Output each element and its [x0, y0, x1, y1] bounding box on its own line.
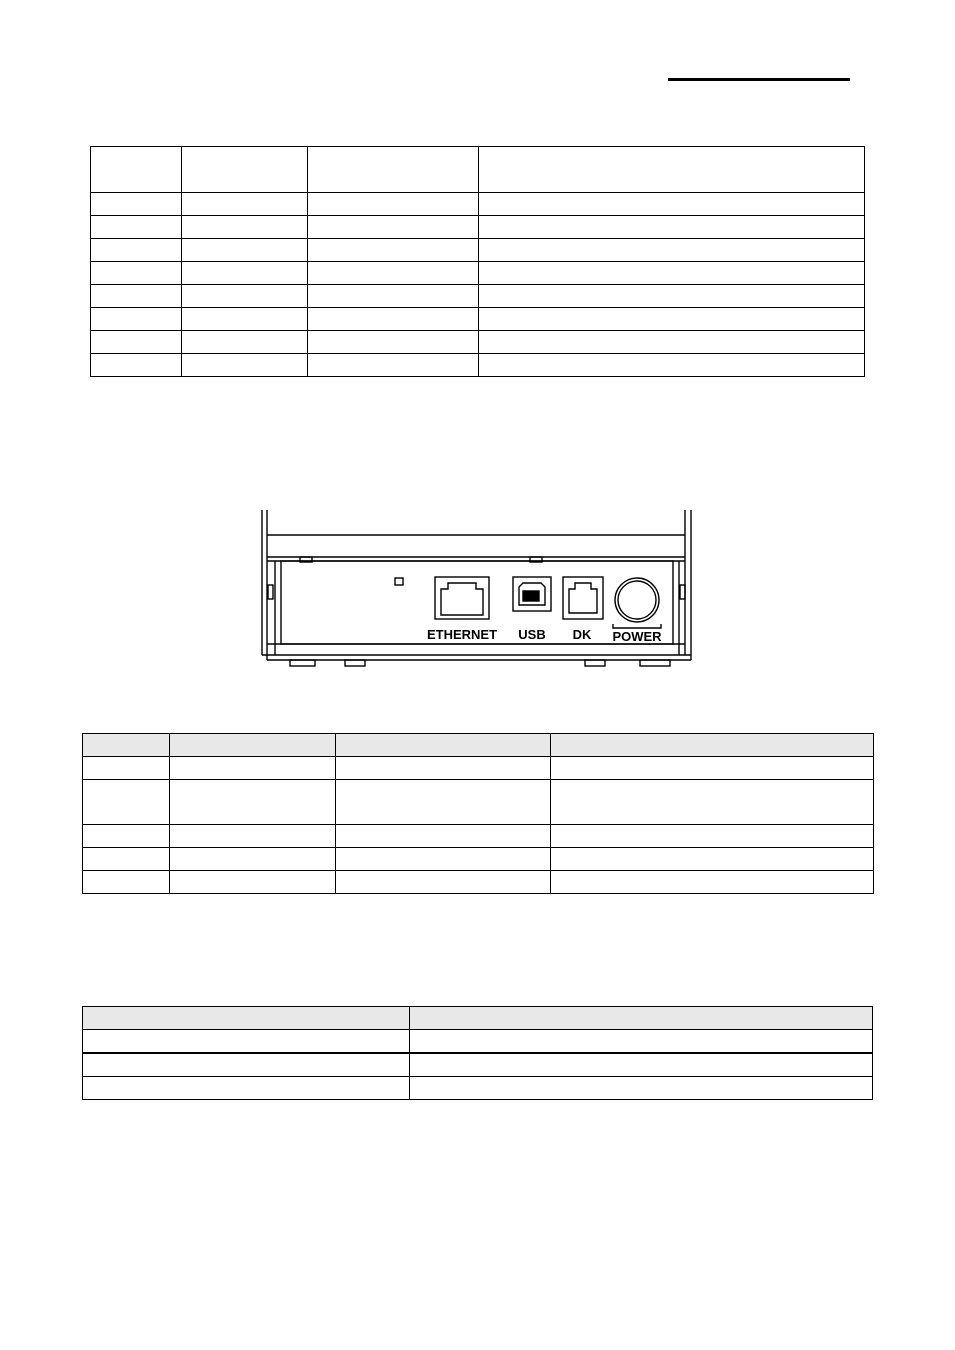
- table-cell: [336, 825, 551, 848]
- table-row: [83, 1030, 873, 1054]
- table-row: [91, 262, 865, 285]
- table-cell: [479, 216, 865, 239]
- table-cell: [336, 780, 551, 825]
- table-cell: [479, 193, 865, 216]
- table-cell: [83, 871, 170, 894]
- rear-panel-diagram: [255, 505, 705, 677]
- table-cell: [91, 193, 182, 216]
- table-cell: [551, 757, 874, 780]
- table-cell: [479, 147, 865, 193]
- table-cell: [83, 848, 170, 871]
- table-cell: [83, 780, 170, 825]
- table-cell: [170, 825, 336, 848]
- table-cell: [182, 216, 308, 239]
- table-cell: [308, 216, 479, 239]
- usb-label: USB: [518, 627, 546, 642]
- table-row: [91, 354, 865, 377]
- table-row: [91, 216, 865, 239]
- table-cell: [170, 871, 336, 894]
- table-cell: [170, 757, 336, 780]
- table-cell: [91, 262, 182, 285]
- table-cell: [336, 734, 551, 757]
- table-cell: [91, 216, 182, 239]
- table-cell: [479, 285, 865, 308]
- table-cell: [551, 780, 874, 825]
- spec-table-3: [82, 1006, 873, 1100]
- table-cell: [551, 734, 874, 757]
- table-cell: [410, 1030, 873, 1054]
- table-row: [83, 1077, 873, 1100]
- table-cell: [83, 1030, 410, 1054]
- table-header-row: [83, 734, 874, 757]
- spec-table-2: [82, 733, 874, 894]
- table-cell: [91, 354, 182, 377]
- table-cell: [479, 239, 865, 262]
- ethernet-label: ETHERNET: [426, 627, 498, 642]
- table-row: [83, 825, 874, 848]
- table-cell: [182, 239, 308, 262]
- table-row: [83, 1053, 873, 1077]
- table-cell: [479, 354, 865, 377]
- table-cell: [308, 262, 479, 285]
- table-row: [83, 848, 874, 871]
- table-cell: [182, 331, 308, 354]
- table-cell: [170, 780, 336, 825]
- table-cell: [182, 147, 308, 193]
- table-cell: [182, 285, 308, 308]
- table-cell: [308, 285, 479, 308]
- table-row: [83, 871, 874, 894]
- table-cell: [83, 1007, 410, 1030]
- table-cell: [91, 239, 182, 262]
- table-cell: [308, 331, 479, 354]
- power-port-icon: [613, 578, 661, 628]
- table-row: [91, 285, 865, 308]
- table-cell: [170, 848, 336, 871]
- table-row: [91, 308, 865, 331]
- table-cell: [479, 331, 865, 354]
- table-row: [91, 193, 865, 216]
- table-cell: [182, 193, 308, 216]
- table-cell: [83, 734, 170, 757]
- table-cell: [479, 308, 865, 331]
- table-cell: [308, 239, 479, 262]
- table-cell: [479, 262, 865, 285]
- table-cell: [308, 354, 479, 377]
- dk-label: DK: [572, 627, 592, 642]
- table-header-row: [83, 1007, 873, 1030]
- table-cell: [83, 1077, 410, 1100]
- table-row: [91, 239, 865, 262]
- table-cell: [410, 1053, 873, 1077]
- table-row: [83, 780, 874, 825]
- table-cell: [182, 308, 308, 331]
- table-cell: [336, 871, 551, 894]
- table-cell: [91, 308, 182, 331]
- dk-port-icon: [563, 577, 603, 619]
- table-row: [91, 331, 865, 354]
- table-cell: [83, 825, 170, 848]
- table-cell: [182, 262, 308, 285]
- power-label: POWER: [612, 629, 662, 644]
- table-cell: [410, 1007, 873, 1030]
- table-cell: [308, 147, 479, 193]
- table-cell: [551, 825, 874, 848]
- table-cell: [91, 285, 182, 308]
- header-rule: [668, 78, 850, 81]
- table-cell: [83, 1053, 410, 1077]
- table-header-row: [91, 147, 865, 193]
- table-cell: [91, 147, 182, 193]
- usb-port-icon: [513, 577, 551, 611]
- ethernet-port-icon: [435, 577, 489, 619]
- table-cell: [551, 871, 874, 894]
- table-row: [83, 757, 874, 780]
- table-cell: [83, 757, 170, 780]
- table-cell: [410, 1077, 873, 1100]
- table-cell: [336, 848, 551, 871]
- table-cell: [336, 757, 551, 780]
- table-cell: [182, 354, 308, 377]
- table-cell: [91, 331, 182, 354]
- spec-table-1: [90, 146, 865, 377]
- table-cell: [308, 193, 479, 216]
- table-cell: [308, 308, 479, 331]
- table-cell: [170, 734, 336, 757]
- table-cell: [551, 848, 874, 871]
